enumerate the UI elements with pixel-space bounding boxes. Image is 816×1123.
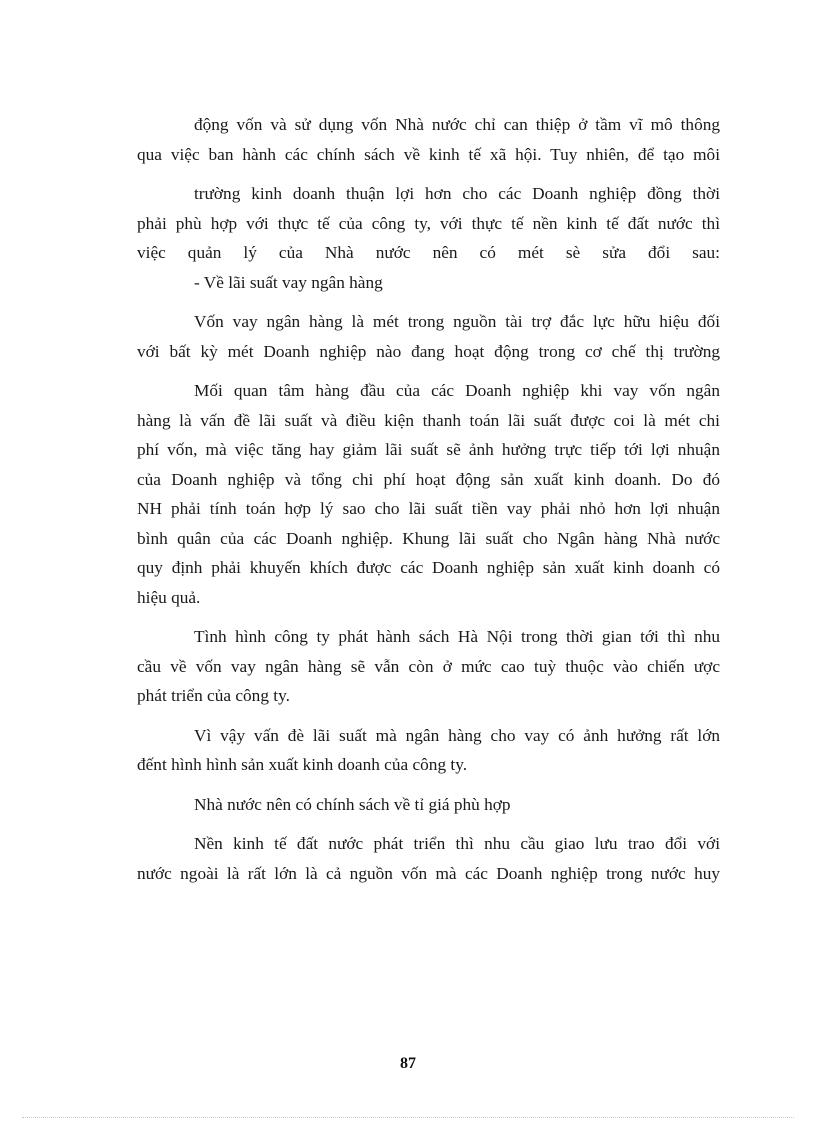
text-line: với bất kỳ mét Doanh nghiệp nào đang hoạt động trong cơ chế thị trường: [137, 341, 720, 361]
text-line: Nền kinh tế đất nước phát triển thì nhu cầu giao lưu trao đổi với: [194, 834, 720, 853]
text-line: cầu về vốn vay ngân hàng sẽ vẫn còn ở mức cao tuỳ thuộc vào chiến ược: [137, 656, 720, 676]
text-line: Vốn vay ngân hàng là mét trong nguồn tài trợ đắc lực hữu hiệu đối: [194, 312, 720, 331]
text-line: việc quản lý của Nhà nước nên có mét sè sửa đổi sau:: [137, 243, 720, 262]
text-line: Vì vậy vấn đè lãi suất mà ngân hàng cho vay có ảnh hưởng rất lớn: [194, 725, 720, 745]
text-line: phí vốn, mà việc tăng hay giảm lãi suất sẽ ảnh hưởng trực tiếp tới lợi nhuận: [137, 440, 720, 459]
text-line: hàng là vấn đề lãi suất và điều kiện thanh toán lãi suất được coi là mét chi: [137, 410, 720, 430]
text-line: - Về lãi suất vay ngân hàng: [194, 272, 383, 292]
text-line: bình quân của các Doanh nghiệp. Khung lãi suất cho Ngân hàng Nhà nước: [137, 528, 720, 548]
text-line: Tình hình công ty phát hành sách Hà Nội trong thời gian tới thì nhu: [194, 627, 720, 646]
text-line: Nhà nước nên có chính sách về tỉ giá phù hợp: [194, 794, 511, 814]
body-text: [137, 110, 720, 888]
page-bottom-divider: [22, 1117, 794, 1118]
text-line: qua việc ban hành các chính sách về kinh tế xã hội. Tuy nhiên, để tạo môi: [137, 144, 720, 164]
text-line: phát triển của công ty.: [137, 686, 290, 705]
page-number: 87: [400, 1055, 416, 1072]
text-line: trường kinh doanh thuận lợi hơn cho các Doanh nghiệp đồng thời: [194, 184, 720, 203]
text-line: nước ngoài là rất lớn là cả nguồn vốn mà các Doanh nghiệp trong nước huy: [137, 863, 720, 883]
text-line: quy định phải khuyến khích được các Doanh nghiệp sản xuất kinh doanh có: [137, 558, 720, 577]
text-line: của Doanh nghiệp và tổng chi phí hoạt động sản xuất kinh doanh. Do đó: [137, 469, 720, 489]
text-line: đếnt hình hình sản xuất kinh doanh của công ty.: [137, 755, 468, 774]
text-line: phải phù hợp với thực tế của công ty, với thực tế nền kinh tế đất nước thì: [137, 213, 720, 233]
text-line: NH phải tính toán hợp lý sao cho lãi suất tiền vay phải nhỏ hơn lợi nhuận: [137, 499, 720, 518]
text-line: hiệu quả.: [137, 587, 201, 607]
text-line: Mối quan tâm hàng đầu của các Doanh nghiệp khi vay vốn ngân: [194, 381, 720, 400]
text-line: động vốn và sử dụng vốn Nhà nước chỉ can thiệp ở tầm vĩ mô thông: [194, 115, 720, 134]
